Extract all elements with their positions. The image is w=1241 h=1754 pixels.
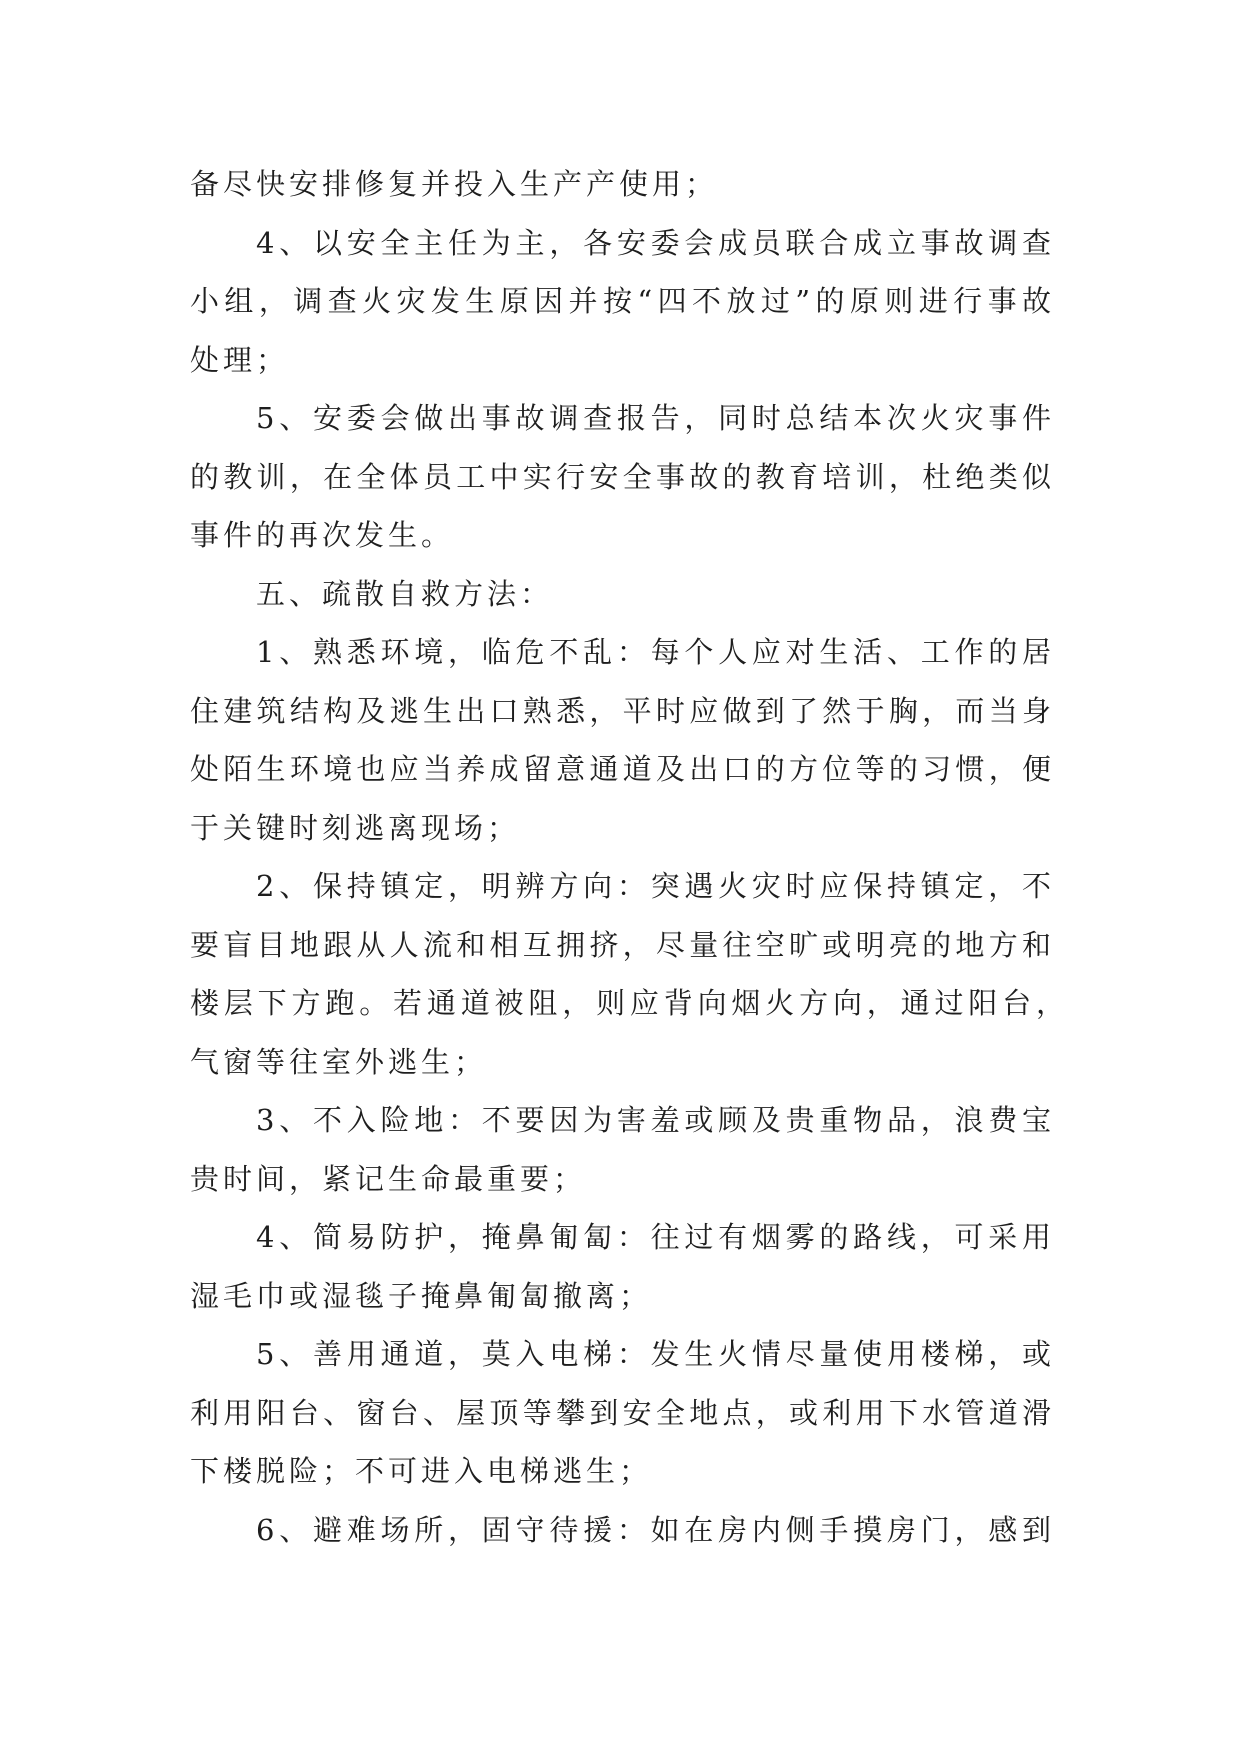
text-line: 楼层下方跑。若通道被阻，则应背向烟火方向，通过阳台，: [190, 986, 1065, 1020]
text-line: 气窗等往室外逃生；: [190, 1044, 488, 1079]
paragraph: [190, 155, 1051, 214]
text-line: 4、简易防护，掩鼻匍匐：往过有烟雾的路线，可采用: [256, 1220, 1051, 1254]
section-heading: [190, 565, 1051, 624]
text-line: 3、不入险地：不要因为害羞或顾及贵重物品，浪费宝: [256, 1103, 1051, 1137]
text-line: 事件的再次发生。: [190, 518, 455, 552]
text-line: 4、以安全主任为主，各安委会成员联合成立事故调查: [256, 225, 1051, 260]
paragraph: [190, 857, 1065, 1091]
text-line: 6、避难场所，固守待援：如在房内侧手摸房门，感到: [256, 1512, 1051, 1547]
text-line: 备尽快安排修复并投入生产产使用；: [190, 167, 719, 201]
text-line: 贵时间，紧记生命最重要；: [190, 1161, 587, 1196]
text-line: 处陌生环境也应当养成留意通道及出口的方位等的习惯，便: [190, 752, 1051, 786]
body-text: [190, 155, 1065, 1559]
text-line: 五、疏散自救方法：: [256, 576, 554, 611]
paragraph: [190, 1501, 1051, 1560]
paragraph: [190, 1325, 1051, 1501]
text-line: 1、熟悉环境，临危不乱：每个人应对生活、工作的居: [256, 635, 1051, 669]
paragraph: [190, 1091, 1051, 1208]
text-line: 处理；: [190, 342, 290, 377]
text-line: 要盲目地跟从人流和相互拥挤，尽量往空旷或明亮的地方和: [190, 927, 1051, 962]
text-line: 住建筑结构及逃生出口熟悉，平时应做到了然于胸，而当身: [190, 693, 1051, 728]
text-line: 5、安委会做出事故调查报告，同时总结本次火灾事件: [256, 401, 1051, 435]
paragraph: [190, 1208, 1051, 1325]
paragraph: [190, 214, 1051, 390]
text-line: 的教训，在全体员工中实行安全事故的教育培训，杜绝类似: [190, 459, 1051, 494]
paragraph: [190, 389, 1051, 565]
text-line: 小组，调查火灾发生原因并按“四不放过”的原则进行事故: [190, 284, 1051, 318]
text-line: 湿毛巾或湿毯子掩鼻匍匐撤离；: [190, 1278, 653, 1313]
text-line: 于关键时刻逃离现场；: [190, 810, 521, 845]
text-line: 利用阳台、窗台、屋顶等攀到安全地点，或利用下水管道滑: [190, 1395, 1051, 1430]
text-line: 下楼脱险；不可进入电梯逃生；: [190, 1454, 653, 1488]
paragraph: [190, 623, 1051, 857]
text-line: 2、保持镇定，明辨方向：突遇火灾时应保持镇定，不: [256, 869, 1051, 903]
text-line: 5、善用通道，莫入电梯：发生火情尽量使用楼梯，或: [256, 1337, 1051, 1371]
